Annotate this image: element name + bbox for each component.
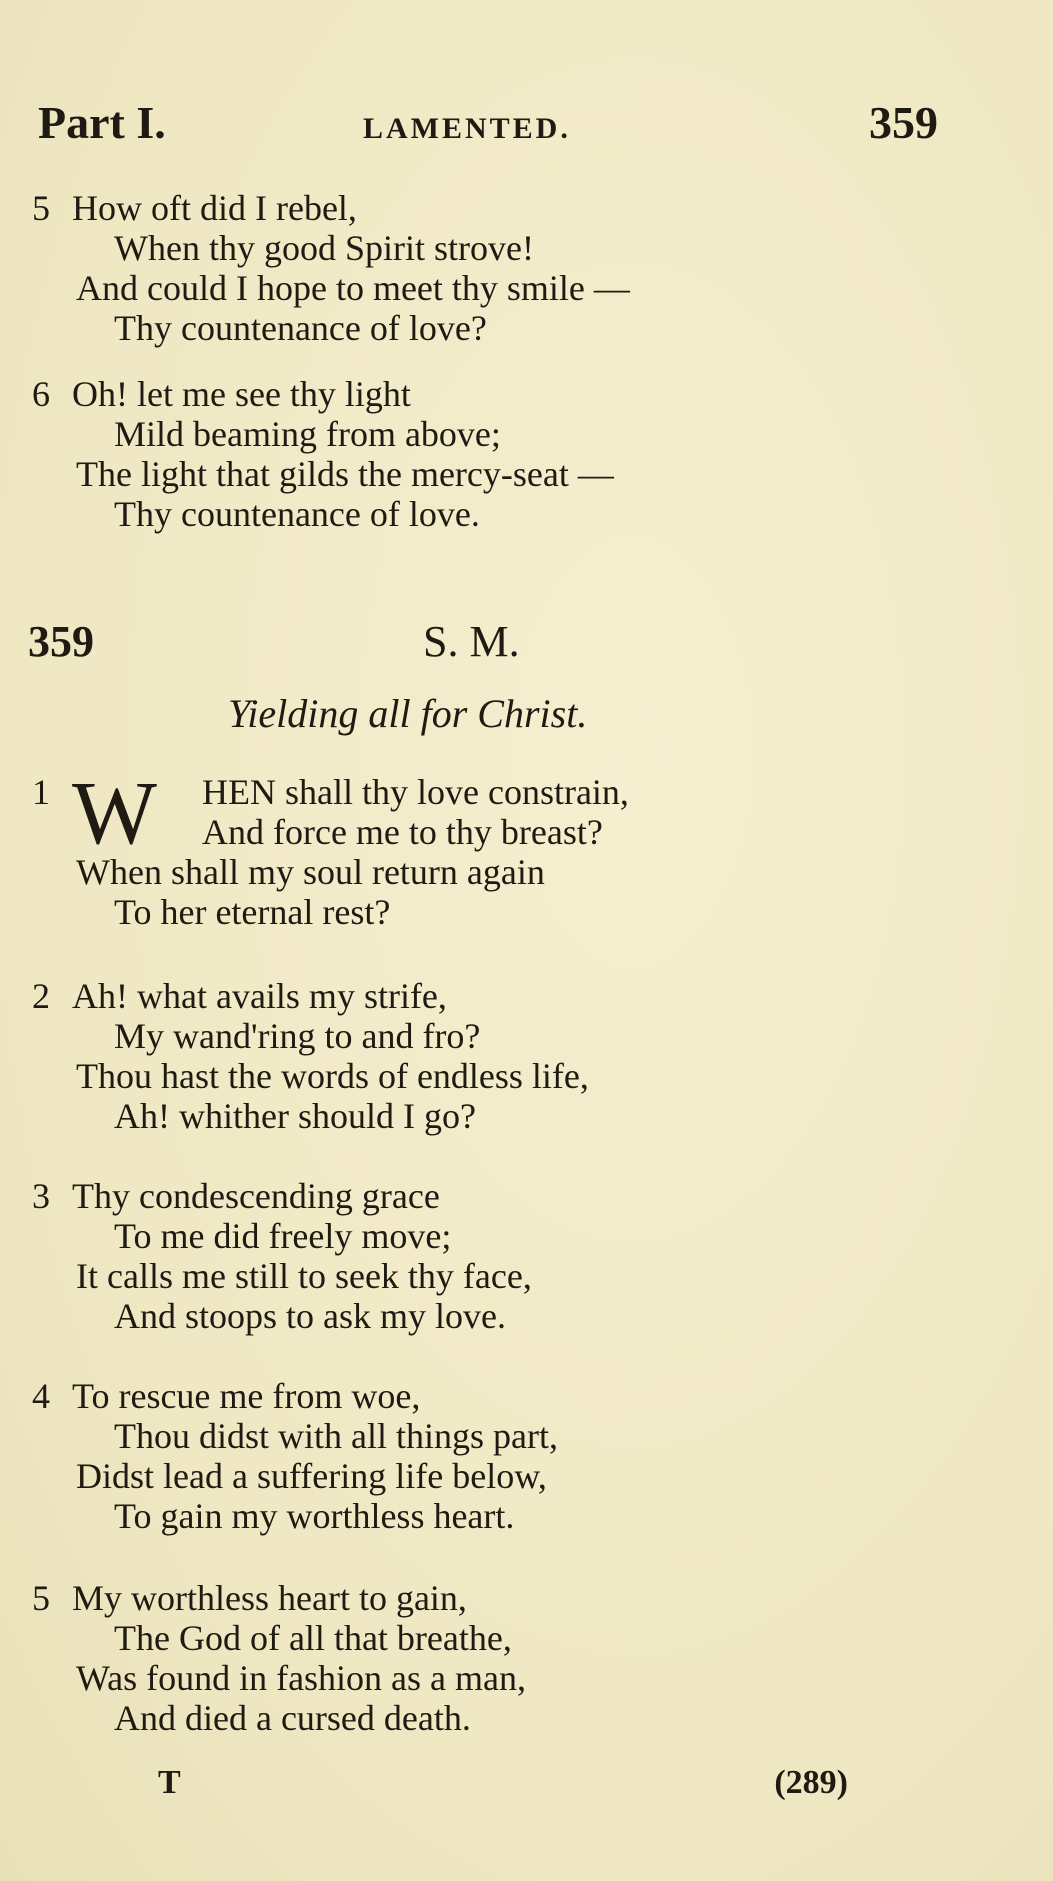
verse-line: HEN shall thy love constrain, [202,772,629,812]
verse-line: Ah! what avails my strife, [72,976,447,1016]
verse-line: To rescue me from woe, [72,1376,421,1416]
hymn-heading [28,616,928,676]
verse-line: Was found in fashion as a man, [76,1658,526,1698]
stanza-number: 4 [32,1376,50,1416]
verse-line: The light that gilds the mercy-seat — [76,454,614,494]
stanza-number: 1 [32,772,50,812]
hymn-stanza [32,1376,558,1536]
verse-line: And died a cursed death. [114,1698,471,1738]
running-header [38,96,938,156]
verse-line: Thy countenance of love? [114,308,487,348]
verse-line: To me did freely move; [114,1216,452,1256]
verse-line: My worthless heart to gain, [72,1578,467,1618]
verse-line: And stoops to ask my love. [114,1296,506,1336]
verse-line: To gain my worthless heart. [114,1496,515,1536]
hymn-subtitle: Yielding all for Christ. [228,691,588,736]
verse-line: The God of all that breathe, [114,1618,512,1658]
verse-line: When shall my soul return again [76,852,545,892]
verse-line: And force me to thy breast? [202,812,603,852]
signature-mark: T [158,1764,181,1801]
verse-line: And could I hope to meet thy smile — [76,268,630,308]
hymn-stanza [32,1578,526,1738]
hymn-stanza [32,976,589,1136]
previous-hymn-stanza [32,374,614,534]
verse-line: Ah! whither should I go? [114,1096,476,1136]
verse-line: To her eternal rest? [114,892,391,932]
verse-line: When thy good Spirit strove! [114,228,534,268]
hymn-number: 359 [28,617,94,666]
verse-line: Oh! let me see thy light [72,374,411,414]
verse-line: Thou didst with all things part, [114,1416,558,1456]
printed-page-number: (289) [774,1764,848,1801]
page-number: 359 [869,97,938,148]
part-label: Part I. [38,97,166,148]
section-title: LAMENTED. [363,112,571,145]
stanza-number: 5 [32,188,50,228]
verse-line: Thou hast the words of endless life, [76,1056,589,1096]
page-footer [158,1764,848,1814]
verse-line: Didst lead a suffering life below, [76,1456,547,1496]
verse-line: Mild beaming from above; [114,414,501,454]
stanza-number: 3 [32,1176,50,1216]
hymn-meter: S. M. [423,617,520,666]
verse-line: Thy countenance of love. [114,494,480,534]
previous-hymn-stanza [32,188,630,348]
stanza-number: 2 [32,976,50,1016]
stanza-number: 5 [32,1578,50,1618]
verse-line: It calls me still to seek thy face, [76,1256,532,1296]
verse-line: Thy condescending grace [72,1176,440,1216]
verse-line: How oft did I rebel, [72,188,357,228]
drop-cap: W [72,764,157,863]
stanza-number: 6 [32,374,50,414]
hymn-stanza-first [32,764,629,932]
verse-line: My wand'ring to and fro? [114,1016,481,1056]
hymn-stanza [32,1176,532,1336]
